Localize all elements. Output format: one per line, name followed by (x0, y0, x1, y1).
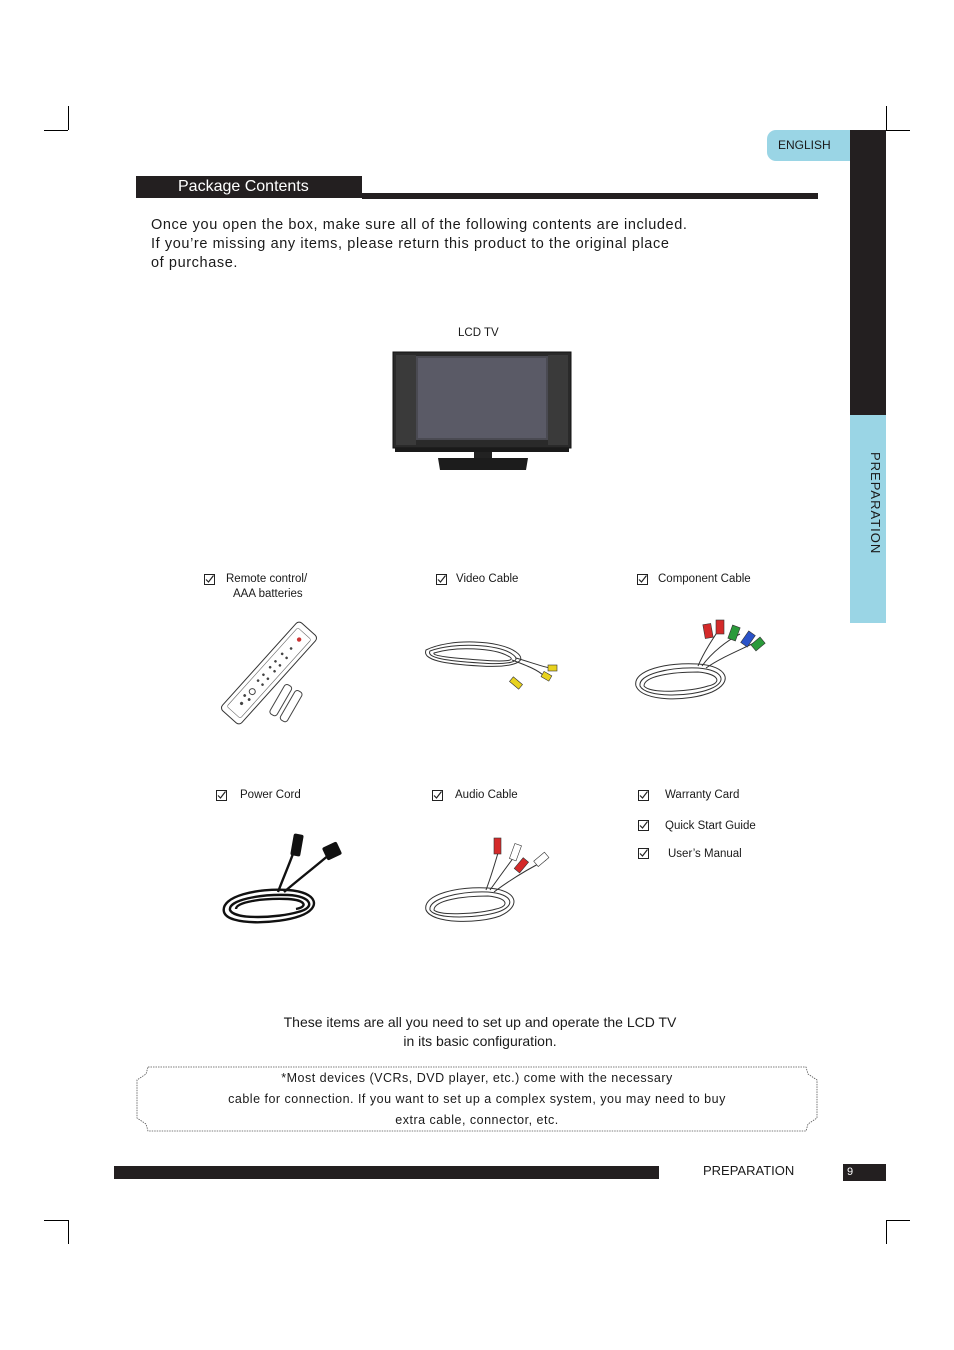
check-box-icon (638, 848, 649, 859)
crop-mark (886, 106, 887, 130)
crop-mark (44, 130, 68, 131)
footer-bar (114, 1166, 659, 1179)
summary-line: These items are all you need to set up and operate the LCD TV (283, 1014, 677, 1030)
check-box-icon (204, 574, 215, 585)
power-cord-image (218, 830, 346, 928)
audio-cable-label: Audio Cable (455, 789, 518, 801)
intro-line: of purchase. (151, 255, 238, 271)
crop-mark (44, 1220, 68, 1221)
section-title-rule (362, 193, 818, 199)
note-text (150, 1068, 804, 1131)
intro-line: If you’re missing any items, please return this product to the original place (151, 236, 670, 252)
check-box-icon (637, 574, 648, 585)
summary-line: in its basic configuration. (403, 1033, 557, 1049)
power-cord-label: Power Cord (240, 789, 301, 801)
intro-text (151, 216, 751, 273)
users-manual-label: User’s Manual (668, 848, 742, 860)
note-line: extra cable, connector, etc. (395, 1113, 559, 1127)
crop-mark (68, 106, 69, 130)
page-number: 9 (843, 1164, 886, 1181)
warranty-card-label: Warranty Card (665, 789, 740, 801)
check-box-icon (432, 790, 443, 801)
intro-line: Once you open the box, make sure all of the following contents are included. (151, 217, 688, 233)
lcd-tv-label: LCD TV (458, 327, 499, 339)
remote-label-line2: AAA batteries (233, 588, 303, 600)
crop-mark (886, 130, 910, 131)
video-cable-image (420, 636, 566, 696)
lcd-tv-image (392, 350, 574, 472)
crop-mark (68, 1220, 69, 1244)
check-box-icon (638, 790, 649, 801)
summary-text (240, 1013, 720, 1051)
remote-control-image (214, 620, 324, 726)
audio-cable-image (420, 834, 558, 926)
footer-section-label: PREPARATION (703, 1163, 795, 1178)
check-box-icon (216, 790, 227, 801)
crop-mark (886, 1220, 910, 1221)
note-line: *Most devices (VCRs, DVD player, etc.) come with the necessary (281, 1071, 673, 1085)
crop-mark (886, 1220, 887, 1244)
side-tab-dark (850, 130, 886, 415)
remote-label-line1: Remote control/ (226, 573, 308, 585)
component-cable-label: Component Cable (658, 573, 751, 585)
check-box-icon (638, 820, 649, 831)
note-line: cable for connection. If you want to set up a complex system, you may need to buy (228, 1092, 726, 1106)
quick-start-label: Quick Start Guide (665, 820, 756, 832)
language-tab: ENGLISH (767, 130, 850, 161)
side-tab-label: PREPARATION (868, 452, 883, 555)
component-cable-image (628, 612, 770, 704)
section-title: Package Contents (178, 178, 309, 195)
video-cable-label: Video Cable (456, 573, 519, 585)
check-box-icon (436, 574, 447, 585)
